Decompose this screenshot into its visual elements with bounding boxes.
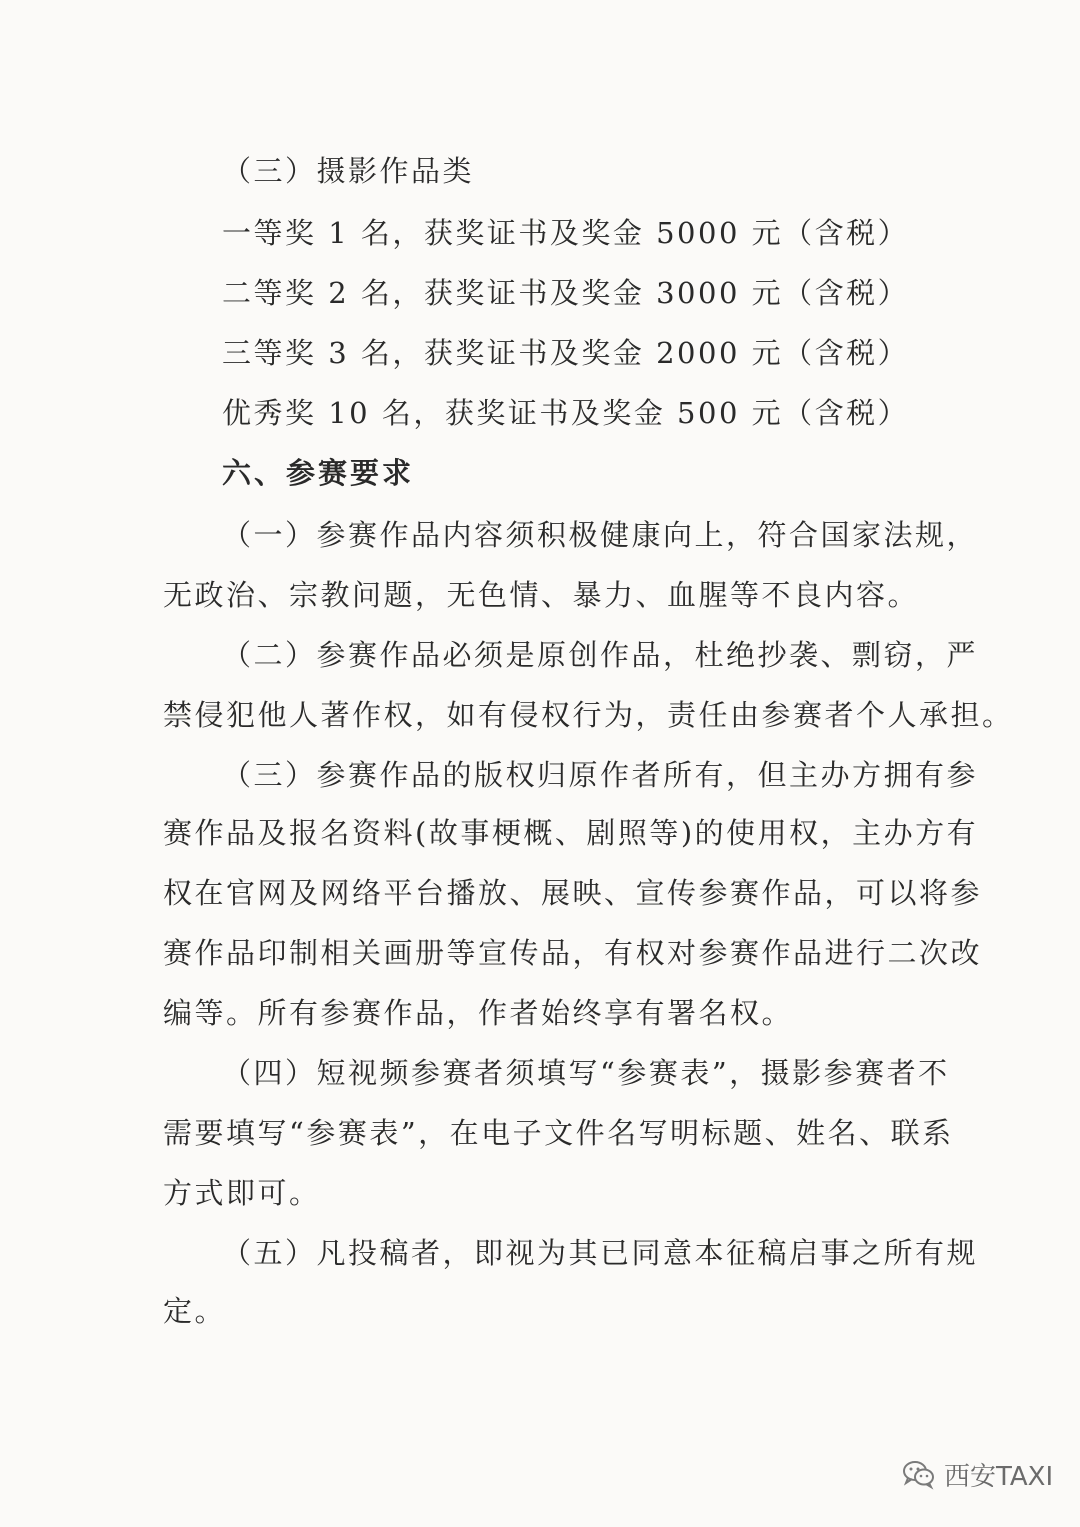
award-first-prize: 一等奖 1 名，获奖证书及奖金 5000 元（含税） [222, 216, 910, 250]
requirement-4-line-2: 需要填写“参赛表”，在电子文件名写明标题、姓名、联系 [163, 1116, 954, 1150]
requirement-5-line-1: （五）凡投稿者，即视为其已同意本征稿启事之所有规 [222, 1236, 979, 1270]
requirement-5-line-2: 定。 [163, 1294, 227, 1328]
requirement-3-line-3: 权在官网及网络平台播放、展映、宣传参赛作品，可以将参 [163, 876, 983, 910]
section-heading-photography: （三）摄影作品类 [222, 154, 475, 188]
award-excellence-prize: 优秀奖 10 名，获奖证书及奖金 500 元（含税） [222, 396, 910, 430]
award-second-prize: 二等奖 2 名，获奖证书及奖金 3000 元（含税） [222, 276, 910, 310]
requirement-3-line-1: （三）参赛作品的版权归原作者所有，但主办方拥有参 [222, 758, 979, 792]
requirement-2-line-2: 禁侵犯他人著作权，如有侵权行为，责任由参赛者个人承担。 [163, 698, 1014, 732]
requirement-1-line-2: 无政治、宗教问题，无色情、暴力、血腥等不良内容。 [163, 578, 920, 612]
requirement-3-line-4: 赛作品印制相关画册等宣传品，有权对参赛作品进行二次改 [163, 936, 983, 970]
requirement-4-line-3: 方式即可。 [163, 1176, 321, 1210]
watermark-text: 西安TAXI [944, 1461, 1054, 1492]
section-heading-requirements: 六、参赛要求 [222, 456, 415, 490]
requirement-4-line-1: （四）短视频参赛者须填写“参赛表”，摄影参赛者不 [222, 1056, 950, 1090]
wechat-icon [902, 1457, 936, 1491]
requirement-3-line-2: 赛作品及报名资料(故事梗概、剧照等)的使用权，主办方有 [163, 816, 979, 850]
award-third-prize: 三等奖 3 名，获奖证书及奖金 2000 元（含税） [222, 336, 910, 370]
requirement-1-line-1: （一）参赛作品内容须积极健康向上，符合国家法规， [222, 518, 979, 552]
requirement-2-line-1: （二）参赛作品必须是原创作品，杜绝抄袭、剽窃，严 [222, 638, 979, 672]
wechat-watermark [902, 1452, 1053, 1496]
requirement-3-line-5: 编等。所有参赛作品，作者始终享有署名权。 [163, 996, 794, 1030]
